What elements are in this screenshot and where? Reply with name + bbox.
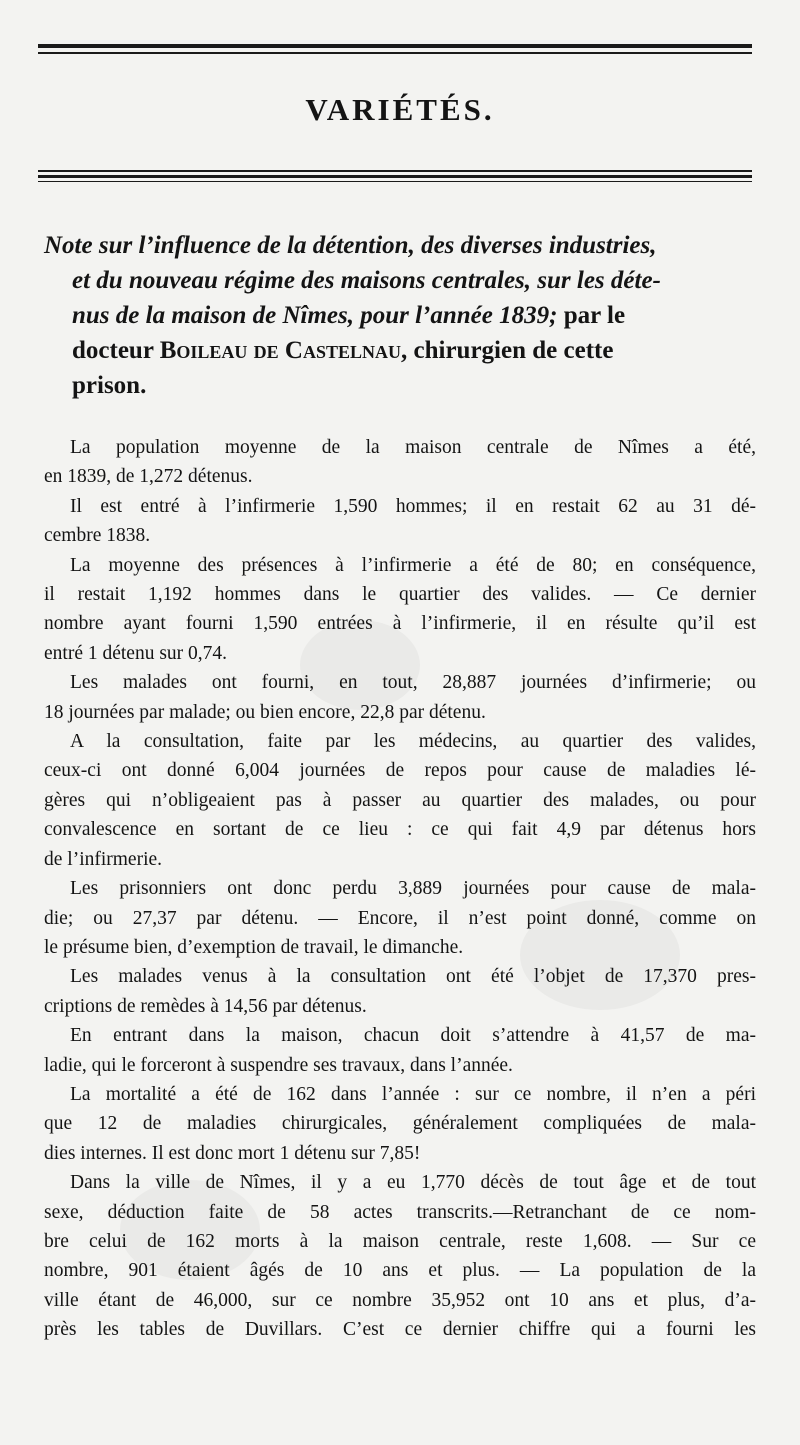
- rule-thin: [38, 170, 752, 172]
- text-line: Les malades venus à la consultation ont été l’objet de 17,370 pres-: [70, 966, 756, 988]
- text-line: criptions de remèdes à 14,56 par détenus.: [44, 995, 367, 1017]
- paragraph: [44, 551, 756, 669]
- text-line: près les tables de Duvillars. C’est ce dernier chiffre qui a fourni les: [44, 1319, 756, 1341]
- text-line: Il est entré à l’infirmerie 1,590 hommes; il en restait 62 au 31 dé-: [70, 495, 756, 517]
- text-line: cembre 1838.: [44, 525, 151, 547]
- paragraph: [44, 1168, 756, 1344]
- text-line: que 12 de maladies chirurgicales, généralement compliquées de mala-: [44, 1113, 756, 1135]
- title-line-tail: par le: [563, 302, 626, 329]
- title-line: et du nouveau régime des maisons centrales, sur les déte-: [72, 267, 661, 294]
- paragraph: [44, 1080, 756, 1168]
- author-name: Boileau de Castelnau: [159, 337, 402, 364]
- text-line: nombre, 901 étaient âgés de 10 ans et plus. — La population de la: [44, 1260, 756, 1282]
- text-line: Les malades ont fourni, en tout, 28,887 journées d’infirmerie; ou: [70, 672, 756, 694]
- text-line: le présume bien, d’exemption de travail, le dimanche.: [44, 936, 464, 958]
- text-line: nombre ayant fourni 1,590 entrées à l’infirmerie, il en résulte qu’il est: [44, 613, 756, 635]
- text-line: ceux-ci ont donné 6,004 journées de repos pour cause de maladies lé-: [44, 760, 756, 782]
- text-line: il restait 1,192 hommes dans le quartier des valides. — Ce dernier: [44, 584, 756, 606]
- text-line: dies internes. Il est donc mort 1 détenu sur 7,85!: [44, 1142, 421, 1164]
- header-rule-top: [38, 44, 752, 54]
- text-line: de l’infirmerie.: [44, 848, 163, 870]
- text-line: sexe, déduction faite de 58 actes transcrits.—Retranchant de ce nom-: [44, 1201, 756, 1223]
- header-rule-bottom: [38, 170, 752, 182]
- title-line: Note sur l’influence de la détention, des diverses industries,: [44, 232, 657, 259]
- text-line: bre celui de 162 morts à la maison centrale, reste 1,608. — Sur ce: [44, 1230, 756, 1252]
- rule-thick: [38, 175, 752, 178]
- text-line: die; ou 27,37 par détenu. — Encore, il n’est point donné, comme on: [44, 907, 756, 929]
- paragraph: [44, 962, 756, 1021]
- text-line: La population moyenne de la maison centrale de Nîmes a été,: [70, 437, 756, 458]
- article-body: [44, 433, 756, 1345]
- title-line: [44, 298, 754, 333]
- paragraph: [44, 727, 756, 874]
- title-line: prison.: [72, 372, 147, 399]
- rule-thin: [38, 181, 752, 183]
- text-line: La moyenne des présences à l’infirmerie a été de 80; en conséquence,: [70, 554, 756, 576]
- article-title: [44, 228, 754, 403]
- text-line: convalescence en sortant de ce lieu : ce qui fait 4,9 par détenus hors: [44, 819, 756, 841]
- text-line: A la consultation, faite par les médecins, au quartier des valides,: [70, 731, 756, 753]
- text-line: ville étant de 46,000, sur ce nombre 35,952 ont 10 ans et plus, d’a-: [44, 1289, 756, 1311]
- title-line-text: nus de la maison de Nîmes, pour l’année 1839;: [72, 302, 558, 329]
- paragraph: [44, 668, 756, 727]
- paragraph: [44, 492, 756, 551]
- rule-thick: [38, 44, 752, 48]
- text-line: La mortalité a été de 162 dans l’année : sur ce nombre, il n’en a péri: [70, 1083, 756, 1105]
- text-line: gères qui n’obligeaient pas à passer au quartier des malades, ou pour: [44, 789, 756, 811]
- title-line: docteur Boileau de Castelnau, chirurgien de cette: [72, 337, 614, 364]
- paragraph: [44, 874, 756, 962]
- text-line: Les prisonniers ont donc perdu 3,889 journées pour cause de mala-: [70, 878, 756, 900]
- rule-thin: [38, 52, 752, 54]
- text-line: ladie, qui le forceront à suspendre ses travaux, dans l’année.: [44, 1054, 513, 1076]
- text-line: 18 journées par malade; ou bien encore, 22,8 par détenu.: [44, 701, 486, 723]
- text-line: en 1839, de 1,272 détenus.: [44, 466, 253, 488]
- paragraph: [44, 1021, 756, 1080]
- text-line: entré 1 détenu sur 0,74.: [44, 642, 228, 664]
- paragraph: [44, 433, 756, 492]
- text-line: En entrant dans la maison, chacun doit s’attendre à 41,57 de ma-: [70, 1025, 756, 1047]
- text-line: Dans la ville de Nîmes, il y a eu 1,770 décès de tout âge et de tout: [70, 1172, 756, 1194]
- section-title: VARIÉTÉS.: [305, 92, 495, 127]
